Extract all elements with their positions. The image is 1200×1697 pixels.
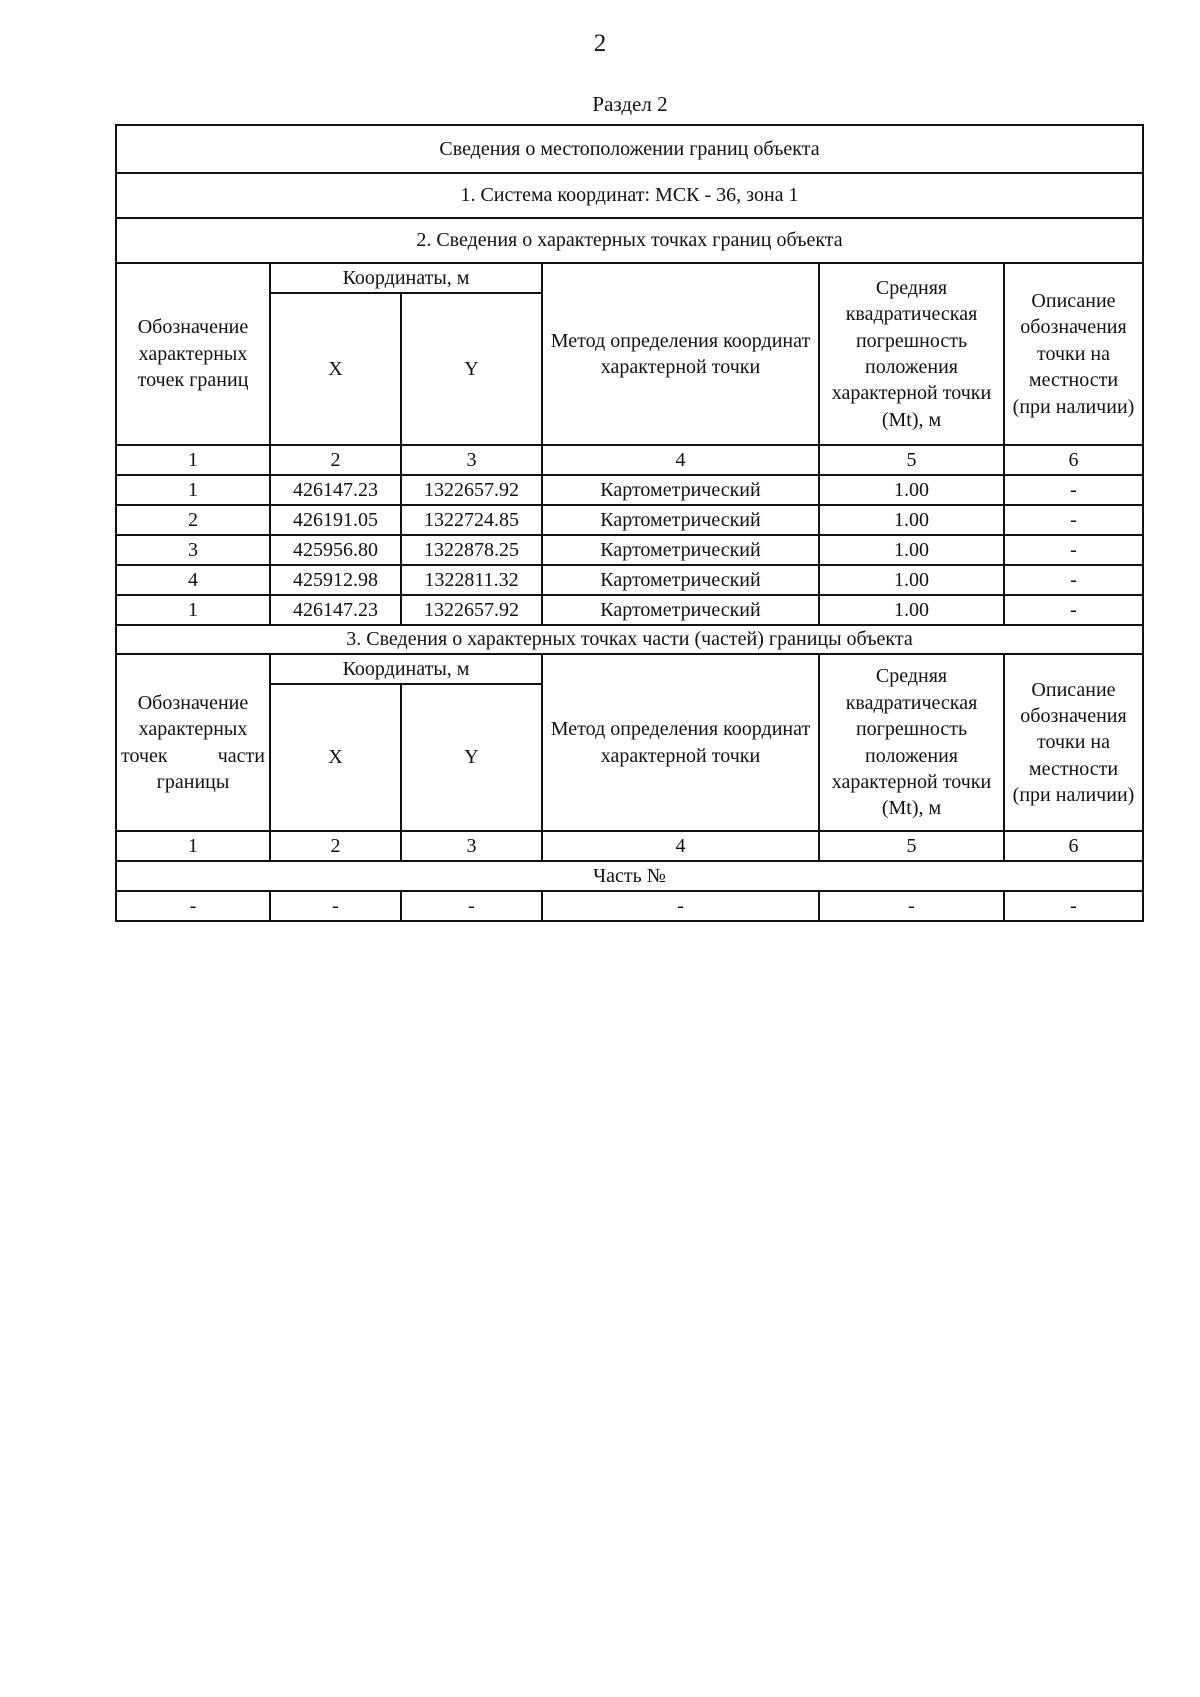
- cell-y: 1322878.25: [401, 535, 542, 565]
- column-number: 4: [542, 445, 819, 475]
- section2-title: 2. Сведения о характерных точках границ объекта: [116, 218, 1143, 263]
- cell-empty: -: [819, 891, 1004, 921]
- table-row: [116, 505, 1143, 535]
- column-number: 5: [819, 831, 1004, 861]
- cell-description: -: [1004, 595, 1143, 625]
- cell-empty: -: [270, 891, 401, 921]
- header-description: Описание обозначения точки на местности (при наличии): [1004, 263, 1143, 445]
- table-title: Сведения о местоположении границ объекта: [116, 125, 1143, 173]
- cell-error: 1.00: [819, 505, 1004, 535]
- header-part-line-word: части: [217, 744, 265, 767]
- column-number: 3: [401, 445, 542, 475]
- header-part-line: границы: [156, 770, 230, 793]
- column-number: 4: [542, 831, 819, 861]
- cell-x: 426191.05: [270, 505, 401, 535]
- header-part-coordinates: Координаты, м: [270, 654, 542, 684]
- cell-point: 1: [116, 595, 270, 625]
- header-part-description: Описание обозначения точки на местности (при наличии): [1004, 654, 1143, 831]
- cell-empty: -: [542, 891, 819, 921]
- part-label: Часть №: [116, 861, 1143, 891]
- cell-point: 4: [116, 565, 270, 595]
- header-part-line: характерных: [138, 718, 248, 741]
- cell-error: 1.00: [819, 565, 1004, 595]
- section-label: Раздел 2: [592, 92, 668, 116]
- cell-y: 1322724.85: [401, 505, 542, 535]
- header-part-line: Обозначение: [137, 691, 249, 714]
- header-method: Метод определения координат характерной точки: [542, 263, 819, 445]
- header-part-point-designation: [116, 654, 270, 831]
- header-x: X: [270, 293, 401, 445]
- coordinate-system: 1. Система координат: МСК - 36, зона 1: [116, 173, 1143, 218]
- column-number: 5: [819, 445, 1004, 475]
- cell-empty: -: [1004, 891, 1143, 921]
- column-number: 1: [116, 445, 270, 475]
- cell-error: 1.00: [819, 475, 1004, 505]
- column-number: 6: [1004, 831, 1143, 861]
- column-number: 1: [116, 831, 270, 861]
- section3-title: 3. Сведения о характерных точках части (частей) границы объекта: [116, 625, 1143, 654]
- column-number: 3: [401, 831, 542, 861]
- header-part-x: X: [270, 684, 401, 831]
- cell-method: Картометрический: [542, 595, 819, 625]
- column-number: 2: [270, 831, 401, 861]
- cell-point: 1: [116, 475, 270, 505]
- table-row: [116, 475, 1143, 505]
- page-number: 2: [593, 30, 607, 57]
- header-part-y: Y: [401, 684, 542, 831]
- header-point-designation: Обозначение характерных точек границ: [116, 263, 270, 445]
- header-part-line-justified: [121, 743, 265, 769]
- cell-y: 1322811.32: [401, 565, 542, 595]
- column-number: 2: [270, 445, 401, 475]
- boundary-table: [115, 124, 1144, 922]
- cell-y: 1322657.92: [401, 475, 542, 505]
- cell-x: 425912.98: [270, 565, 401, 595]
- cell-description: -: [1004, 475, 1143, 505]
- cell-description: -: [1004, 565, 1143, 595]
- cell-y: 1322657.92: [401, 595, 542, 625]
- table-row: [116, 565, 1143, 595]
- cell-empty: -: [401, 891, 542, 921]
- cell-x: 426147.23: [270, 595, 401, 625]
- cell-description: -: [1004, 505, 1143, 535]
- table-row: [116, 535, 1143, 565]
- cell-method: Картометрический: [542, 535, 819, 565]
- table-row: [116, 891, 1143, 921]
- cell-x: 426147.23: [270, 475, 401, 505]
- cell-empty: -: [116, 891, 270, 921]
- header-part-line-text: точек: [121, 744, 168, 767]
- cell-description: -: [1004, 535, 1143, 565]
- header-error: Средняя квадратическая погрешность положения характерной точки (Mt), м: [819, 263, 1004, 445]
- column-number: 6: [1004, 445, 1143, 475]
- cell-x: 425956.80: [270, 535, 401, 565]
- cell-method: Картометрический: [542, 505, 819, 535]
- cell-error: 1.00: [819, 595, 1004, 625]
- cell-point: 2: [116, 505, 270, 535]
- header-coordinates: Координаты, м: [270, 263, 542, 293]
- cell-method: Картометрический: [542, 475, 819, 505]
- header-part-error: Средняя квадратическая погрешность положения характерной точки (Mt), м: [819, 654, 1004, 831]
- header-y: Y: [401, 293, 542, 445]
- cell-method: Картометрический: [542, 565, 819, 595]
- table-row: [116, 595, 1143, 625]
- header-part-method: Метод определения координат характерной точки: [542, 654, 819, 831]
- cell-error: 1.00: [819, 535, 1004, 565]
- cell-point: 3: [116, 535, 270, 565]
